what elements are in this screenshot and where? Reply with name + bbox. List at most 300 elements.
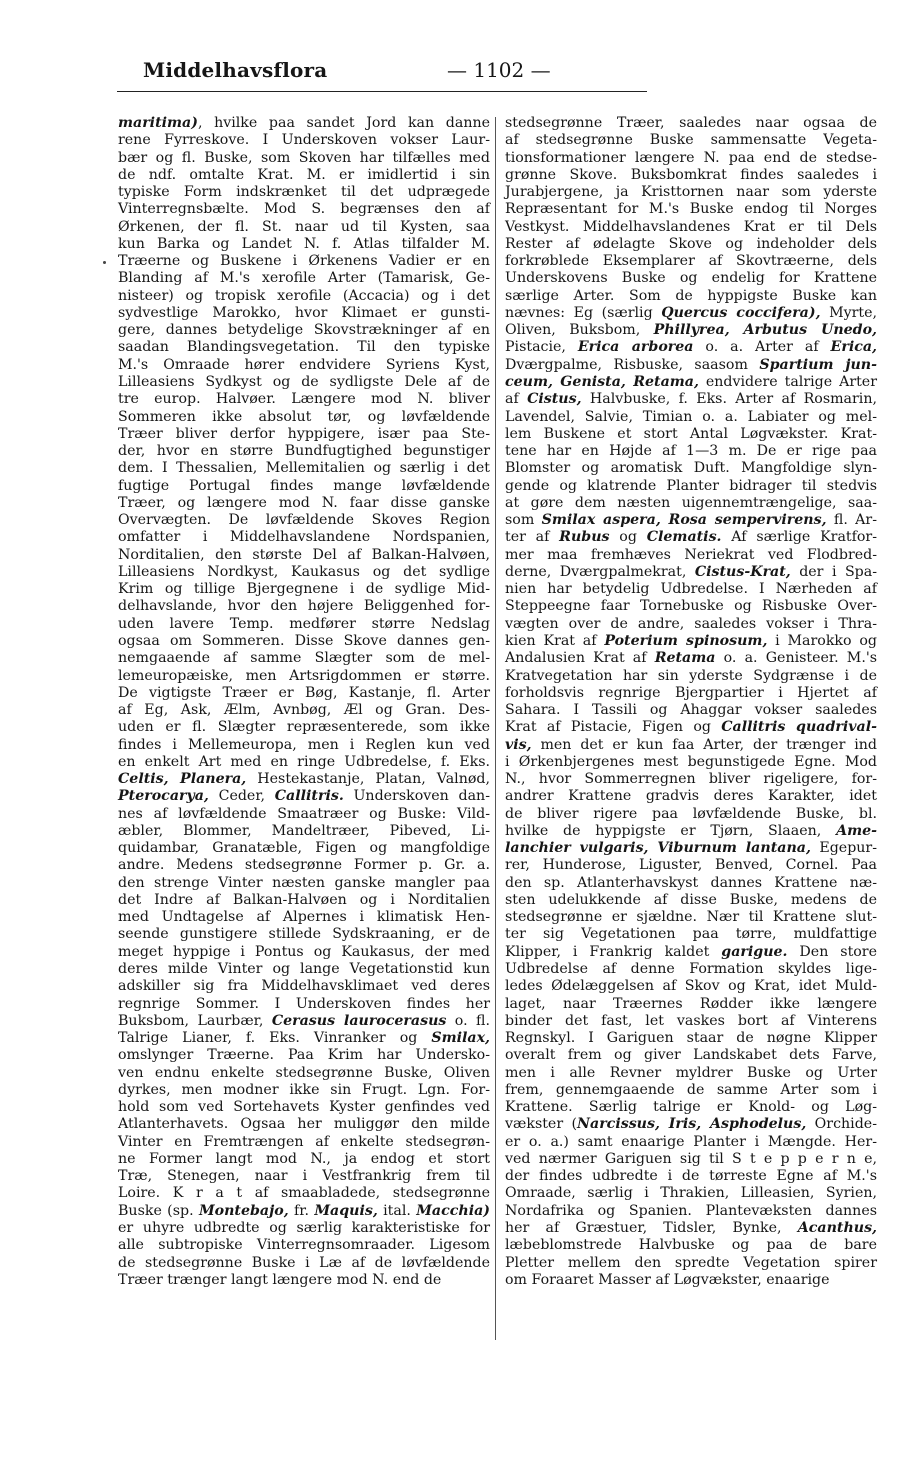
text-line xyxy=(118,823,490,840)
text-run: forholdsvis regnrige Bjergpartier i Hjertet af xyxy=(505,684,877,701)
text-run: der, hvor en større Bundfugtighed begunstiger xyxy=(118,443,490,460)
text-run: gere, dannes betydelige Skovstrækninger af en xyxy=(118,322,490,339)
text-run: der findes udbredte i de tørreste Egne af M.'s xyxy=(505,1168,877,1185)
text-line xyxy=(118,1013,490,1030)
italic-term: Pterocarya, xyxy=(118,788,209,805)
text-run: o. fl. xyxy=(446,1012,490,1029)
text-line xyxy=(505,754,877,771)
text-run: N., hvor Sommerregnen bliver rigeligere, for- xyxy=(505,771,877,788)
italic-term: Callitris quadrival- xyxy=(721,719,877,736)
text-line xyxy=(505,1220,877,1237)
text-line xyxy=(505,409,877,426)
text-run: ne Former langt mod N., ja endog et stort xyxy=(118,1150,490,1167)
text-line xyxy=(505,1203,877,1220)
text-run: som xyxy=(505,512,542,529)
text-run: de stedsegrønne Buske i Læ af de løvfældende xyxy=(118,1254,490,1271)
text-run: Træ, Stenegen, naar i Vestfrankrig frem til xyxy=(118,1168,490,1185)
text-run: andre. Medens stedsegrønne Former p. Gr. a. xyxy=(118,857,490,874)
text-line xyxy=(505,944,877,961)
text-run: af Eg, Ask, Ælm, Avnbøg, Æl og Gran. Des- xyxy=(118,702,490,719)
text-run: Træer bliver derfor hyppigere, især paa Ste- xyxy=(118,425,490,442)
text-run: Dværgpalme, Risbuske, saasom xyxy=(505,356,760,373)
text-line xyxy=(505,1030,877,1047)
text-run: Krat af Pistacie, Figen og xyxy=(505,719,722,736)
text-run: de ndf. omtalte Krat. M. er imidlertid i sin xyxy=(118,166,490,183)
text-run: seende gunstigere stillede Sydskraaning, er de xyxy=(118,926,490,943)
text-run: Pistacie, xyxy=(505,339,578,356)
text-run: ter sig Vegetationen paa tørre, muldfattige xyxy=(505,926,877,943)
text-run: Lilleasiens Nordkyst, Kaukasus og det sydlige xyxy=(118,563,490,580)
italic-term: Retama xyxy=(654,650,716,667)
text-run: fr. xyxy=(288,1202,315,1219)
text-run: quidambar, Granatæble, Figen og mangfoldige xyxy=(118,840,490,857)
text-line xyxy=(118,875,490,892)
italic-term: Celtis, Planera, xyxy=(118,771,247,788)
text-line xyxy=(505,1255,877,1272)
text-line xyxy=(505,1116,877,1133)
italic-term: Phillyrea, Arbutus Unedo, xyxy=(653,322,877,339)
text-line xyxy=(505,788,877,805)
text-line xyxy=(118,719,490,736)
italic-term: Macchia) xyxy=(416,1202,491,1219)
text-line xyxy=(118,132,490,149)
text-line xyxy=(118,167,490,184)
text-run: det Indre af Balkan-Halvøen og i Norditalien xyxy=(118,891,490,908)
text-line xyxy=(118,201,490,218)
text-line xyxy=(505,374,877,391)
text-run: Buksbom, Laurbær, xyxy=(118,1012,272,1029)
text-run: dyrkes, men modner ikke sin Frugt. Lgn. For- xyxy=(118,1081,490,1098)
text-line xyxy=(505,1013,877,1030)
text-line xyxy=(505,892,877,909)
italic-term: Smilax aspera, Rosa sempervirens, xyxy=(541,512,827,529)
italic-term: vis, xyxy=(505,736,532,753)
text-line xyxy=(118,598,490,615)
text-line xyxy=(118,1030,490,1047)
text-run: Nordafrika og Spanien. Plantevæksten dannes xyxy=(505,1202,877,1219)
text-run: Blanding af M.'s xerofile Arter (Tamarisk, Ge- xyxy=(118,270,490,287)
running-title: Middelhavsflora xyxy=(143,58,328,82)
text-line xyxy=(505,132,877,149)
text-line xyxy=(505,219,877,236)
text-run: de bliver rigere paa løvfældende Buske, bl. xyxy=(505,805,877,822)
italic-term: Erica arborea xyxy=(577,339,694,356)
italic-term: Poterium spinosum, xyxy=(604,632,768,649)
text-run: men i alle Revner myldrer Buske og Urter xyxy=(505,1064,877,1081)
text-run: Sommeren ikke absolut tør, og løvfældende xyxy=(118,408,490,425)
text-run: af xyxy=(505,391,528,408)
text-line xyxy=(505,1099,877,1116)
text-line xyxy=(505,150,877,167)
text-run: Vinterregnsbælte. Mod S. begrænses den af xyxy=(118,201,490,218)
text-run: Lilleasiens Sydkyst og de sydligste Dele af de xyxy=(118,373,490,390)
text-line xyxy=(118,650,490,667)
text-run: Ørkenen, der fl. St. naar ud til Kysten, saa xyxy=(118,218,490,235)
text-run: ital. xyxy=(377,1202,417,1219)
text-run: kien Krat af xyxy=(505,632,605,649)
text-line xyxy=(118,1047,490,1064)
text-line xyxy=(505,1272,877,1289)
italic-term: Cerasus laurocerasus xyxy=(271,1012,447,1029)
text-run: grønne Skove. Buksbomkrat findes saaledes i xyxy=(505,166,877,183)
text-run: findes i Mellemeuropa, men i Reglen kun ved xyxy=(118,736,490,753)
text-line xyxy=(505,823,877,840)
text-line xyxy=(505,512,877,529)
italic-term: Smilax, xyxy=(431,1030,490,1047)
text-run: Oliven, Buksbom, xyxy=(505,322,654,339)
text-run: o. a. Genisteer. M.'s xyxy=(715,650,878,667)
text-line xyxy=(118,633,490,650)
text-run: derne, Dværgpalmekrat, xyxy=(505,563,695,580)
column-divider xyxy=(495,117,496,1340)
text-line xyxy=(505,115,877,132)
text-run: ter af xyxy=(505,529,560,546)
text-run: omfatter i Middelhavslandene Nordspanien, xyxy=(118,529,490,546)
text-run: Jurabjergene, ja Kristtornen naar som yderste xyxy=(505,184,877,201)
italic-term: Cistus-Krat, xyxy=(694,563,791,580)
text-line xyxy=(505,616,877,633)
text-run: Repræsentant for M.'s Buske endog til Norges xyxy=(505,201,877,218)
text-run: adskiller sig fra Middelhavsklimaet ved deres xyxy=(118,978,490,995)
text-run: Underskovens Buske og endelig for Krattene xyxy=(505,270,877,287)
italic-term: Clematis. xyxy=(646,529,722,546)
text-run: med Undtagelse af Alpernes i klimatisk Hen- xyxy=(118,909,490,926)
text-line xyxy=(118,288,490,305)
text-line xyxy=(118,978,490,995)
text-run: æbler, Blommer, Mandeltræer, Pibeved, Li- xyxy=(118,822,490,839)
text-run: Talrige Lianer, f. Eks. Vinranker og xyxy=(118,1030,432,1047)
text-run: læbeblomstrede Halvbuske og paa de bare xyxy=(505,1237,877,1254)
text-run: nemgaaende af samme Slægter som de mel- xyxy=(118,650,490,667)
margin-mark xyxy=(103,261,106,264)
text-run: fugtige Portugal findes mange løvfældende xyxy=(118,477,490,494)
text-run: alle subtropiske Vinterregnsomraader. Ligesom xyxy=(118,1237,490,1254)
text-run: Steppeegne faar Tornebuske og Risbuske Over- xyxy=(505,598,877,615)
text-run: Egepur- xyxy=(810,840,877,857)
text-line xyxy=(118,219,490,236)
text-run: saadan Blandingsvegetation. Til den typiske xyxy=(118,339,490,356)
italic-term: Callitris. xyxy=(274,788,344,805)
text-run: Den store xyxy=(787,943,877,960)
text-line xyxy=(505,236,877,253)
text-run: lem Buskene et stort Antal Løgvækster. Krat- xyxy=(505,425,877,442)
text-run: Vestkyst. Middelhavslandenes Krat er til Dels xyxy=(505,218,877,235)
text-run: Blomster og aromatisk Duft. Mangfoldige slyn- xyxy=(505,460,877,477)
text-run: lemeuropæiske, men Artsrigdommen er større. xyxy=(118,667,490,684)
text-line xyxy=(118,1168,490,1185)
text-line xyxy=(505,1185,877,1202)
page-header xyxy=(0,0,920,100)
text-run: ogsaa om Sommeren. Disse Skove dannes gen- xyxy=(118,632,490,649)
text-run: Regnskyl. I Gariguen staar de nøgne Klipper xyxy=(505,1030,877,1047)
text-run: Træer, og længere mod N. faar disse ganske xyxy=(118,494,490,511)
text-run: Krim og tillige Bjergegnene i de sydlige Mid- xyxy=(118,581,490,598)
text-line xyxy=(505,737,877,754)
text-line xyxy=(505,668,877,685)
text-run: uden lavere Temp. medfører større Nedslag xyxy=(118,615,490,632)
text-run: Vinter en Fremtrængen af enkelte stedsegrøn- xyxy=(118,1133,490,1150)
text-run: forkrøblede Eksemplarer af Skovtræerne, dels xyxy=(505,253,877,270)
text-line xyxy=(118,737,490,754)
text-run: De vigtigste Træer er Bøg, Kastanje, fl. Arter xyxy=(118,684,490,701)
text-line xyxy=(118,478,490,495)
text-line xyxy=(505,460,877,477)
text-line xyxy=(118,1134,490,1151)
text-line xyxy=(118,771,490,788)
text-line xyxy=(118,339,490,356)
text-run: Overvægten. De løvfældende Skoves Region xyxy=(118,512,490,529)
text-run: Sahara. I Tassili og Ahaggar vokser saaledes xyxy=(505,702,877,719)
italic-term: Maquis, xyxy=(314,1202,378,1219)
text-line xyxy=(118,547,490,564)
text-run: Træerne og Buskene i Ørkenens Vadier er en xyxy=(118,253,490,270)
text-line xyxy=(118,996,490,1013)
text-run: frem, gennemgaaende de samme Arter som i xyxy=(505,1081,877,1098)
text-run: Lavendel, Salvie, Timian o. a. Labiater og mel- xyxy=(505,408,877,425)
text-line xyxy=(118,564,490,581)
text-line xyxy=(118,840,490,857)
text-line xyxy=(505,305,877,322)
text-run: Træer trænger langt længere mod N. end de xyxy=(118,1271,442,1288)
text-line xyxy=(118,1255,490,1272)
text-line xyxy=(118,754,490,771)
text-line xyxy=(505,495,877,512)
text-run: Hestekastanje, Platan, Valnød, xyxy=(246,771,490,788)
text-line xyxy=(118,1185,490,1202)
text-line xyxy=(118,409,490,426)
italic-term: Quercus coccifera), xyxy=(661,304,821,321)
text-line xyxy=(118,944,490,961)
text-line xyxy=(118,426,490,443)
text-line xyxy=(505,357,877,374)
text-line xyxy=(505,201,877,218)
text-run: regnrige Sommer. I Underskoven findes her xyxy=(118,995,490,1012)
text-run: rene Fyrreskove. I Underskoven vokser Laur- xyxy=(118,132,490,149)
left-text-column xyxy=(118,115,490,1289)
text-run: laget, naar Træernes Rødder ikke længere xyxy=(505,995,877,1012)
text-run: , hvilke paa sandet Jord kan danne xyxy=(197,115,490,131)
text-run: deres milde Vinter og lange Vegetationstid kun xyxy=(118,961,490,978)
text-run: i Ørkenbjergenes mest begunstigede Egne. Mod xyxy=(505,753,877,770)
text-line xyxy=(118,1203,490,1220)
text-run: bær og fl. Buske, som Skoven har tilfælles med xyxy=(118,149,490,166)
text-run: nes af løvfældende Smaatræer og Buske: Vild- xyxy=(118,805,490,822)
italic-term: garigue. xyxy=(721,943,788,960)
text-run: Af særlige Kratfor- xyxy=(721,529,877,546)
text-line xyxy=(118,702,490,719)
text-run: Krattene. Særlig talrige er Knold- og Løg- xyxy=(505,1099,877,1116)
text-run: sydvestlige Marokko, hvor Klimaet er gunsti- xyxy=(118,304,490,321)
text-run: er o. a.) samt enaarige Planter i Mængde. Her- xyxy=(505,1133,877,1150)
text-run: ledes Ødelæggelsen af Skov og Krat, idet Muld- xyxy=(505,978,877,995)
text-run: ven endnu enkelte stedsegrønne Buske, Oliven xyxy=(118,1064,490,1081)
text-line xyxy=(505,426,877,443)
text-run: Myrte, xyxy=(820,304,877,321)
text-run: og xyxy=(609,529,647,546)
text-run: tre europ. Halvøer. Længere mod N. bliver xyxy=(118,391,490,408)
text-line xyxy=(505,1237,877,1254)
italic-term: Erica, xyxy=(830,339,877,356)
text-line xyxy=(118,270,490,287)
text-run: o. a. Arter af xyxy=(693,339,831,356)
text-line xyxy=(505,478,877,495)
text-run: ved nærmer Gariguen sig til S t e p p e r n e, xyxy=(505,1150,877,1167)
text-line xyxy=(118,892,490,909)
text-line xyxy=(118,184,490,201)
italic-term: ceum, Genista, Retama, xyxy=(505,373,699,390)
text-line xyxy=(118,926,490,943)
text-line xyxy=(505,909,877,926)
text-run: kun Barka og Landet N. f. Atlas tilfalder M. xyxy=(118,235,490,252)
text-line xyxy=(118,150,490,167)
text-line xyxy=(505,564,877,581)
text-line xyxy=(505,322,877,339)
text-run: Kratvegetation har sin yderste Sydgrænse i de xyxy=(505,667,877,684)
text-run: nævnes: Eg (særlig xyxy=(505,304,662,321)
text-run: overalt frem og giver Landskabet dets Farve, xyxy=(505,1047,877,1064)
text-run: Loire. K r a t af smaabladede, stedsegrønne xyxy=(118,1185,490,1202)
text-line xyxy=(505,650,877,667)
text-line xyxy=(505,978,877,995)
text-line xyxy=(505,633,877,650)
italic-term: Montebajo, xyxy=(198,1202,289,1219)
text-run: her af Græstuer, Tidsler, Bynke, xyxy=(505,1220,798,1236)
text-line xyxy=(505,771,877,788)
text-run: tionsformationer længere N. paa end de stedse- xyxy=(505,149,877,166)
italic-term: maritima) xyxy=(118,115,198,131)
text-run: Pletter mellem den spredte Vegetation spirer xyxy=(505,1254,877,1271)
text-line xyxy=(505,167,877,184)
text-line xyxy=(505,339,877,356)
text-run: fl. Ar- xyxy=(826,512,877,529)
text-run: Klipper, i Frankrig kaldet xyxy=(505,943,722,960)
text-run: i Marokko og xyxy=(767,632,877,649)
text-run: nien har betydelig Udbredelse. I Nærheden af xyxy=(505,581,877,598)
text-run: den sp. Atlanterhavskyst dannes Krattene næ- xyxy=(505,874,877,891)
text-line xyxy=(118,961,490,978)
text-line xyxy=(118,806,490,823)
text-line xyxy=(505,581,877,598)
text-run: Orchide- xyxy=(806,1116,877,1133)
text-line xyxy=(505,184,877,201)
text-line xyxy=(505,547,877,564)
text-line xyxy=(505,1065,877,1082)
text-run: hold som ved Sortehavets Kyster genfindes ved xyxy=(118,1099,490,1116)
text-run: sten udelukkende af disse Buske, medens de xyxy=(505,891,877,908)
text-line xyxy=(505,598,877,615)
italic-term: Narcissus, Iris, Asphodelus, xyxy=(577,1116,807,1133)
text-line xyxy=(118,909,490,926)
italic-term: Spartium jun- xyxy=(759,356,877,373)
text-line xyxy=(505,685,877,702)
text-run: stedsegrønne er sjældne. Nær til Krattene slut- xyxy=(505,909,877,926)
text-run: den strenge Vinter næsten ganske mangler paa xyxy=(118,874,490,891)
text-run: typiske Form indskrænket til det udprægede xyxy=(118,184,490,201)
text-line xyxy=(118,236,490,253)
text-line xyxy=(505,270,877,287)
text-line xyxy=(118,512,490,529)
text-line xyxy=(505,391,877,408)
text-line xyxy=(118,788,490,805)
text-line xyxy=(505,1168,877,1185)
text-line xyxy=(505,443,877,460)
text-line xyxy=(118,391,490,408)
text-run: Underskoven dan- xyxy=(343,788,490,805)
text-run: Udbredelse af denne Formation skyldes lige- xyxy=(505,961,877,978)
text-line xyxy=(118,357,490,374)
text-run: Andalusien Krat af xyxy=(505,650,655,667)
text-run: af stedsegrønne Buske sammensatte Vegeta- xyxy=(505,132,877,149)
text-run: endvidere talrige Arter xyxy=(698,373,877,390)
text-run: vækster ( xyxy=(505,1116,578,1133)
text-run: Atlanterhavets. Ogsaa her muliggør den milde xyxy=(118,1116,490,1133)
italic-term: Rubus xyxy=(559,529,610,546)
text-line xyxy=(118,115,490,132)
text-line xyxy=(118,460,490,477)
text-line xyxy=(505,702,877,719)
text-line xyxy=(505,961,877,978)
text-run: Norditalien, den største Del af Balkan-Halvøen, xyxy=(118,546,490,563)
text-line xyxy=(505,926,877,943)
text-run: er uhyre udbredte og særlig karakteristiske for xyxy=(118,1220,490,1236)
text-run: meget hyppige i Pontus og Kaukasus, der med xyxy=(118,943,490,960)
text-run: M.'s Omraade hører endvidere Syriens Kyst, xyxy=(118,356,490,373)
text-line xyxy=(118,1237,490,1254)
text-run: andrer Krattene gradvis deres Karakter, idet xyxy=(505,788,877,805)
text-line xyxy=(118,1220,490,1237)
text-line xyxy=(118,616,490,633)
text-line xyxy=(505,719,877,736)
text-line xyxy=(118,685,490,702)
text-run: Halvbuske, f. Eks. Arter af Rosmarin, xyxy=(581,391,877,408)
text-run: Omraade, særlig i Thrakien, Lilleasien, Syrien, xyxy=(505,1185,877,1202)
text-line xyxy=(118,443,490,460)
text-line xyxy=(505,840,877,857)
text-line xyxy=(118,668,490,685)
text-line xyxy=(505,875,877,892)
text-run: en enkelt Art med en ringe Udbredelse, f. Eks. xyxy=(118,753,490,770)
text-run: omslynger Træerne. Paa Krim har Undersko- xyxy=(118,1047,490,1064)
text-line xyxy=(505,253,877,270)
text-run: tene har en Højde af 1—3 m. De er rige paa xyxy=(505,443,877,460)
text-run: der i Spa- xyxy=(790,563,878,580)
text-line xyxy=(118,1065,490,1082)
text-line xyxy=(118,1151,490,1168)
text-run: hvilke de hyppigste er Tjørn, Slaaen, xyxy=(505,822,837,839)
text-line xyxy=(505,857,877,874)
text-line xyxy=(118,305,490,322)
text-run: nisteer) og tropisk xerofile (Accacia) og i det xyxy=(118,287,490,304)
text-line xyxy=(505,996,877,1013)
text-run: uden er fl. Slægter repræsenterede, som ikke xyxy=(118,719,490,736)
text-run: gende og klatrende Planter bidrager til stedvis xyxy=(505,477,877,494)
text-line xyxy=(118,322,490,339)
text-line xyxy=(505,1134,877,1151)
right-text-column xyxy=(505,115,877,1289)
page-number: — 1102 — xyxy=(447,58,551,82)
text-line xyxy=(505,806,877,823)
text-run: men det er kun faa Arter, der trænger ind xyxy=(531,736,877,753)
text-run: om Foraaret Masser af Løgvækster, enaarige xyxy=(505,1271,830,1288)
text-run: stedsegrønne Træer, saaledes naar ogsaa de xyxy=(505,115,877,131)
text-line xyxy=(118,1099,490,1116)
header-rule xyxy=(117,91,647,92)
text-line xyxy=(118,1082,490,1099)
text-line xyxy=(118,1116,490,1133)
text-run: Buske (sp. xyxy=(118,1202,199,1219)
text-run: rer, Hunderose, Liguster, Benved, Cornel. Paa xyxy=(505,857,877,874)
text-run: delhavslande, hvor den højere Beliggenhed for- xyxy=(118,598,490,615)
